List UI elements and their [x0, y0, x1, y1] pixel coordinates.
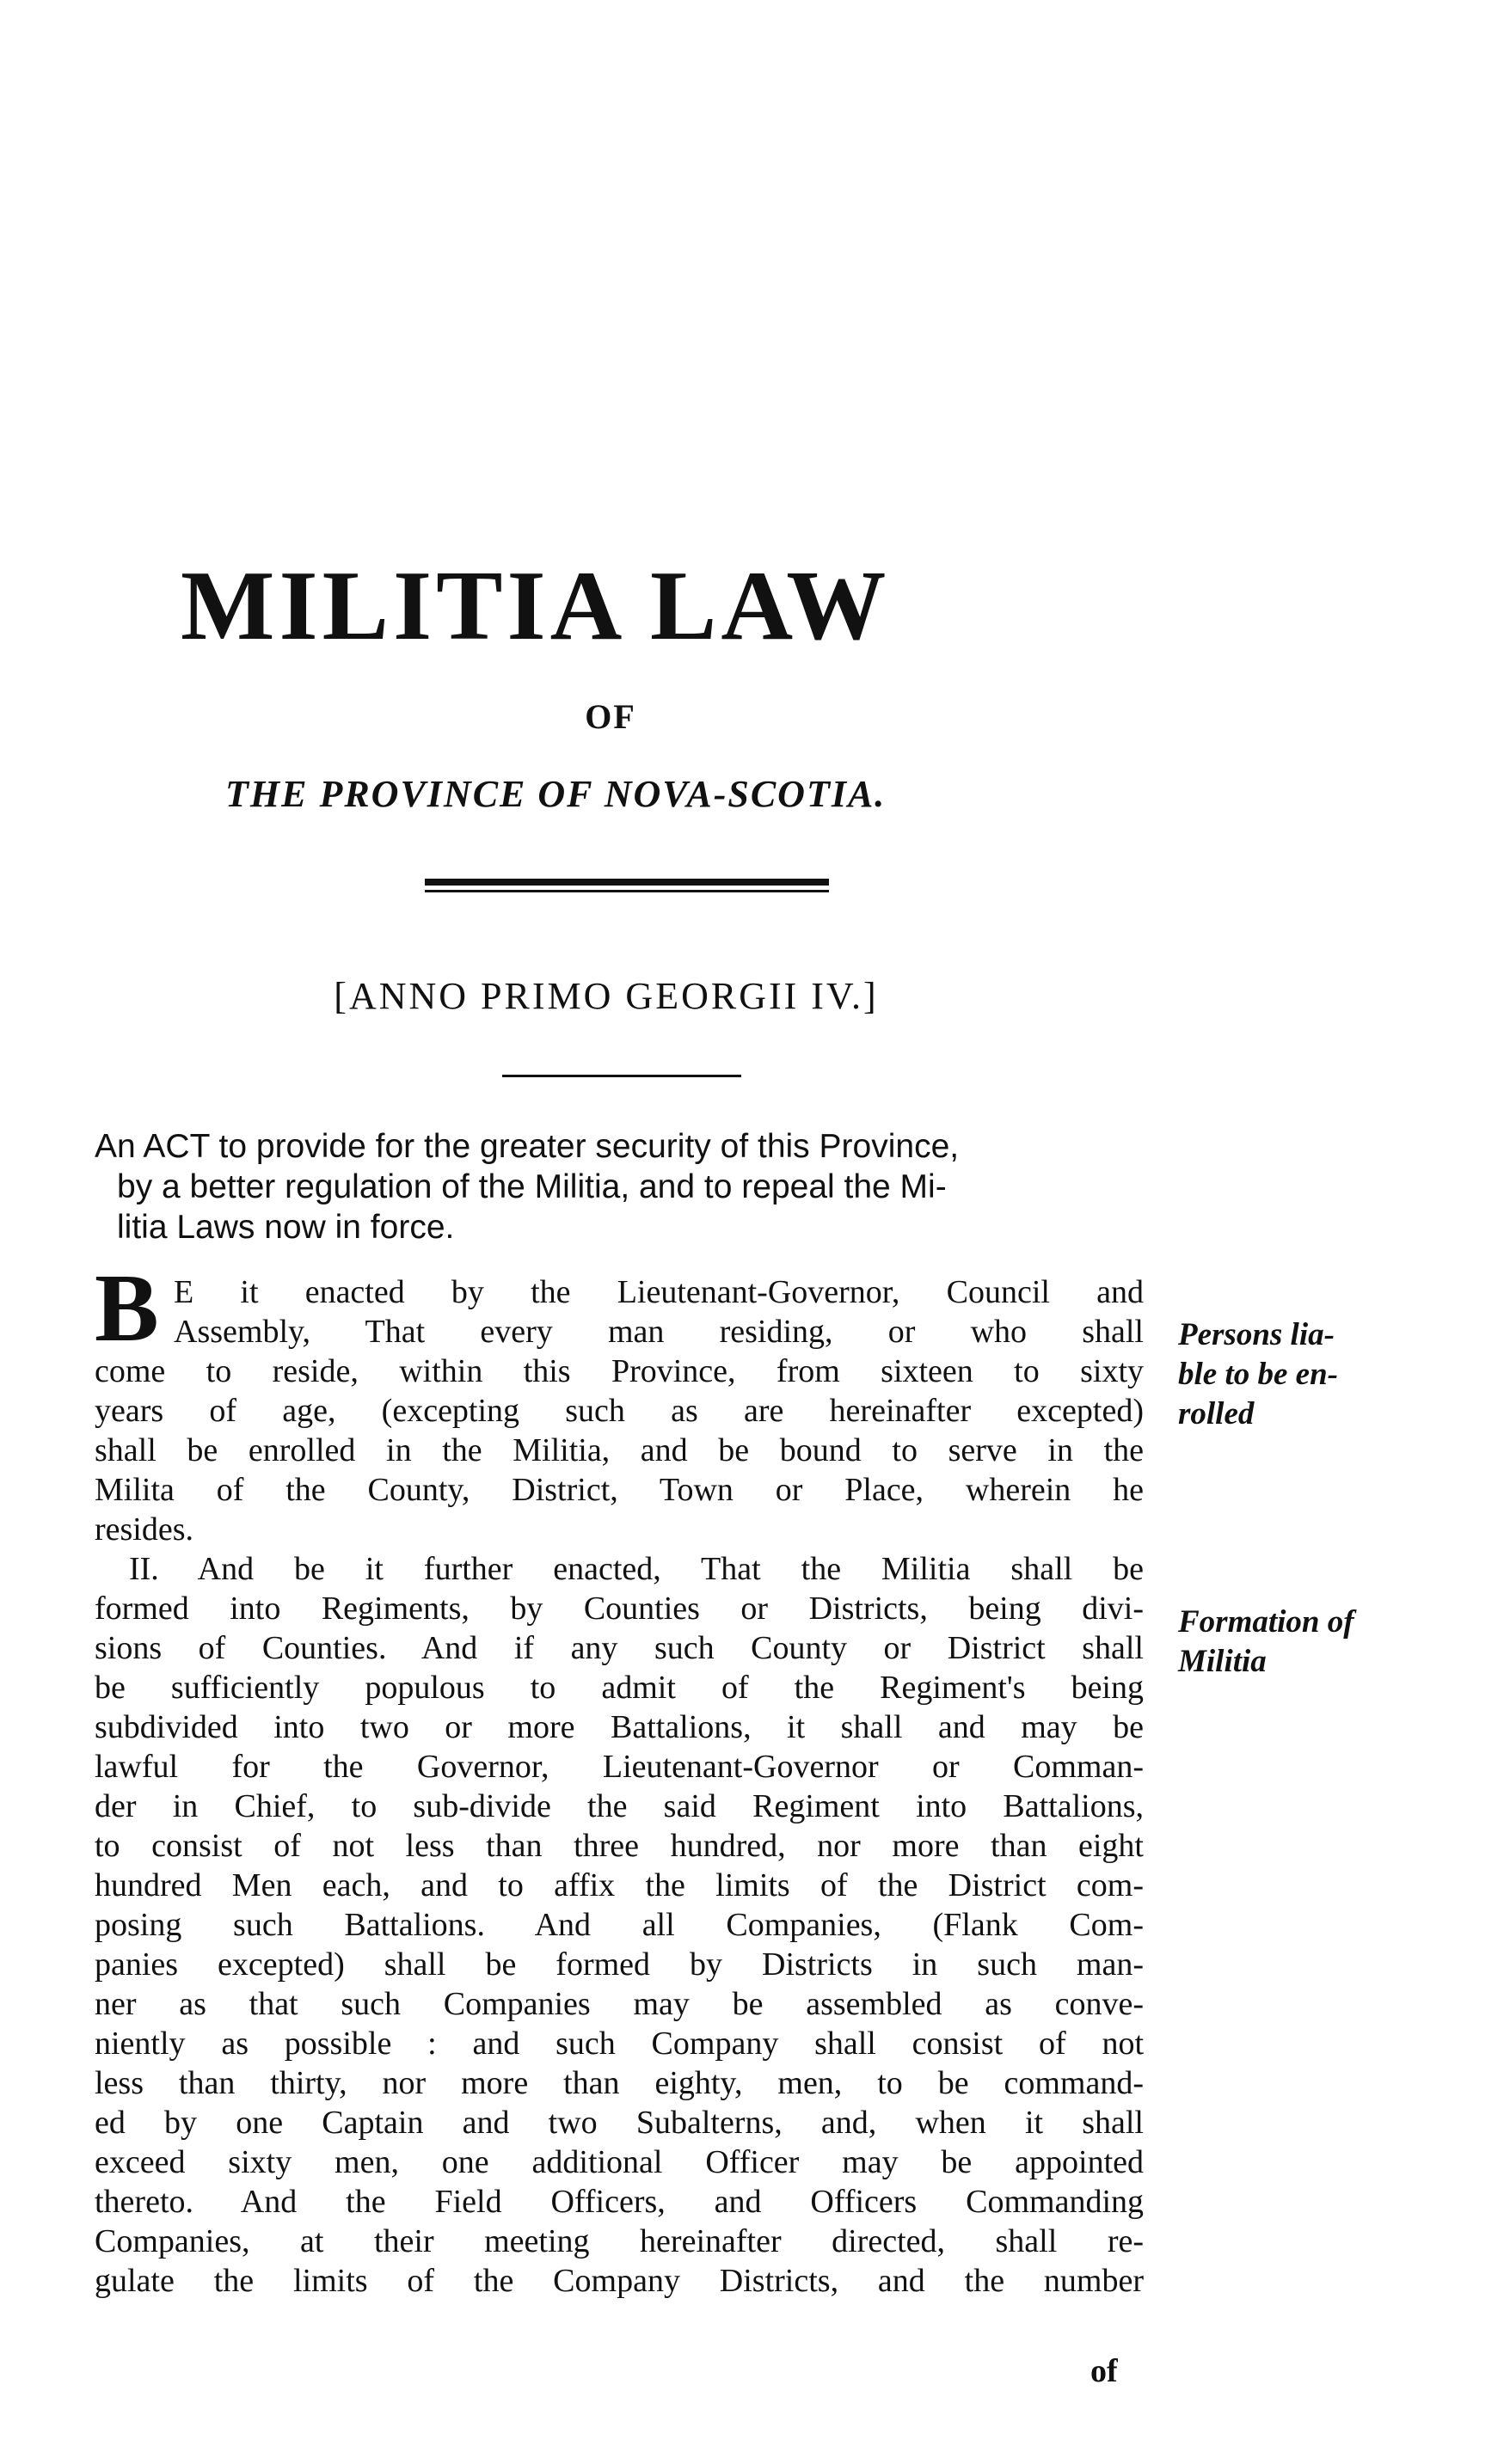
act-title [95, 1126, 1152, 1247]
text-line: hundred Men each, and to affix the limits of the District com- [95, 1867, 1144, 1903]
text-line: niently as possible : and such Company shall consist of not [95, 2026, 1144, 2062]
page-title: MILITIA LAW [181, 551, 891, 661]
margin-note-line: rolled [1178, 1396, 1255, 1431]
text-line: years of age, (excepting such as are hereinafter excepted) [95, 1393, 1144, 1429]
text-line: formed into Regiments, by Counties or Districts, being divi- [95, 1591, 1144, 1627]
text-line: thereto. And the Field Officers, and Officers Commanding [95, 2184, 1144, 2220]
short-rule-divider [502, 1075, 741, 1077]
act-title-line: litia Laws now in force. [117, 1209, 455, 1246]
margin-note-line: Militia [1178, 1644, 1267, 1679]
text-line: Milita of the County, District, Town or Place, wherein he [95, 1472, 1144, 1508]
act-title-line: An ACT to provide for the greater security of this Province, [95, 1128, 960, 1165]
text-line: Assembly, That every man residing, or who shall [174, 1314, 1144, 1350]
text-line: lawful for the Governor, Lieutenant-Governor or Comman- [95, 1749, 1144, 1785]
text-line: to consist of not less than three hundred, nor more than eight [95, 1828, 1144, 1864]
thick-rule [425, 879, 829, 886]
text-line: less than thirty, nor more than eighty, men, to be command- [95, 2065, 1144, 2101]
text-line: E it enacted by the Lieutenant-Governor, Council and [174, 1274, 1144, 1310]
margin-note-formation [1178, 1603, 1427, 1682]
text-line: resides. [95, 1511, 194, 1548]
title-connector: OF [585, 697, 636, 736]
thin-rule [425, 890, 829, 892]
double-rule-divider [425, 879, 829, 892]
text-line: sions of Counties. And if any such County or District shall [95, 1630, 1144, 1666]
subtitle-province: THE PROVINCE OF NOVA-SCOTIA. [225, 773, 887, 815]
text-line: posing such Battalions. And all Companies, (Flank Com- [95, 1907, 1144, 1943]
margin-note-line: Formation of [1178, 1604, 1354, 1640]
text-line: come to reside, within this Province, from sixteen to sixty [95, 1353, 1144, 1389]
section-1 [95, 1255, 1144, 1549]
text-line: exceed sixty men, one additional Officer may be appointed [95, 2144, 1144, 2180]
text-line: ner as that such Companies may be assembled as conve- [95, 1986, 1144, 2022]
act-title-line: by a better regulation of the Militia, and to repeal the Mi- [117, 1168, 947, 1205]
section-2 [95, 1549, 1144, 2301]
catchword: of [1090, 2353, 1118, 2389]
text-line: subdivided into two or more Battalions, it shall and may be [95, 1709, 1144, 1745]
margin-note-line: ble to be en- [1178, 1357, 1338, 1392]
act-body [95, 1255, 1144, 2301]
drop-cap: B [95, 1255, 159, 1362]
text-line: gulate the limits of the Company Districts, and the number [95, 2263, 1144, 2299]
margin-note-line: Persons lia- [1178, 1317, 1335, 1352]
text-line: der in Chief, to sub-divide the said Regiment into Battalions, [95, 1788, 1144, 1824]
margin-note-persons [1178, 1315, 1427, 1434]
text-line: be sufficiently populous to admit of the Regiment's being [95, 1670, 1144, 1706]
regnal-year: [ANNO PRIMO GEORGII IV.] [334, 975, 879, 1017]
text-line: shall be enrolled in the Militia, and be bound to serve in the [95, 1432, 1144, 1468]
text-line: ed by one Captain and two Subalterns, and, when it shall [95, 2105, 1144, 2141]
text-line: panies excepted) shall be formed by Districts in such man- [95, 1946, 1144, 1983]
text-line: Companies, at their meeting hereinafter directed, shall re- [95, 2223, 1144, 2259]
text-line: II. And be it further enacted, That the Militia shall be [129, 1551, 1144, 1587]
